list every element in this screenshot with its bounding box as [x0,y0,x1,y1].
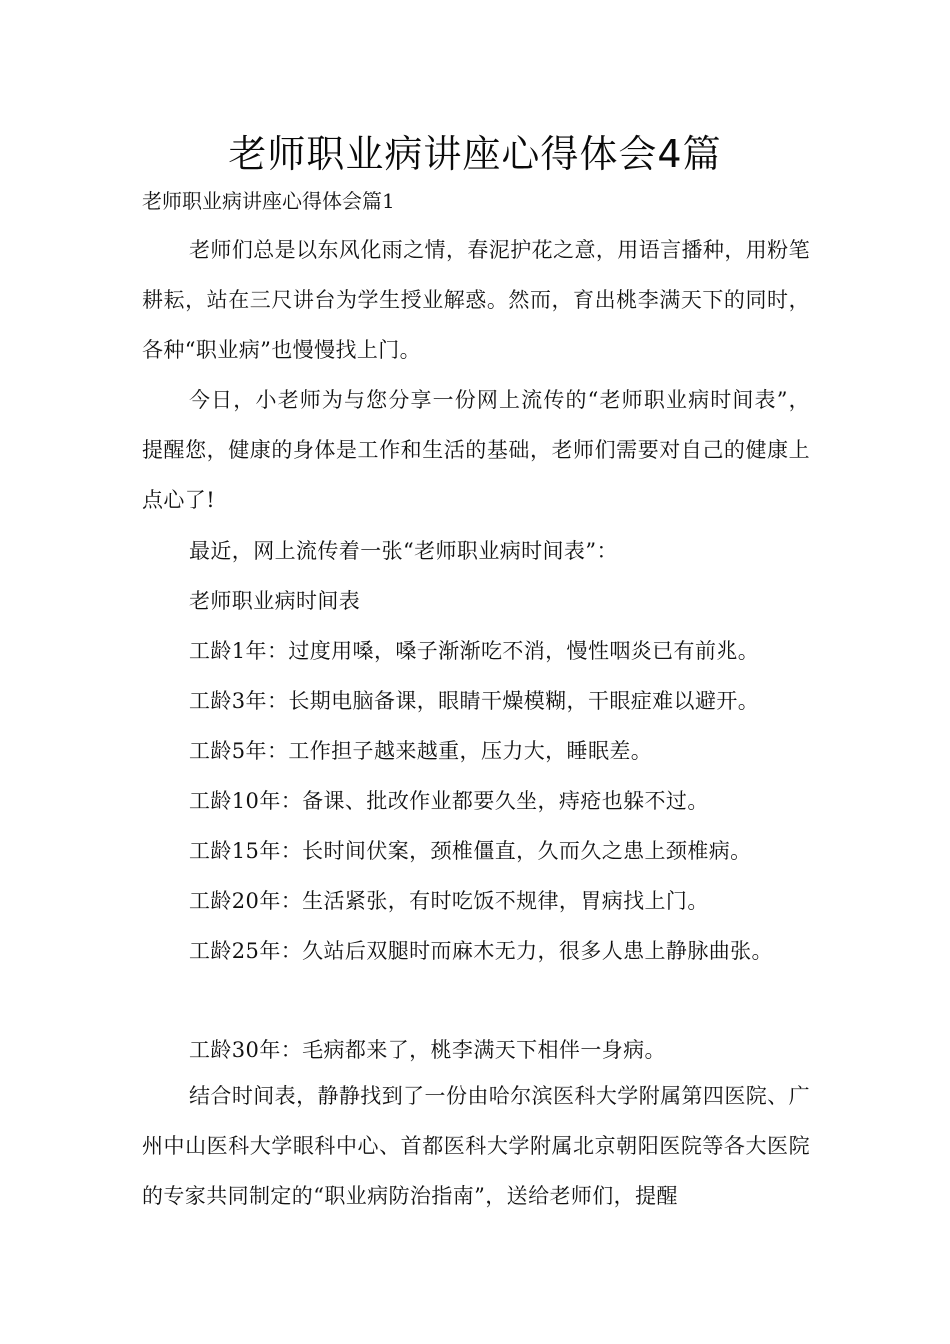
paragraph-share: 今日，小老师为与您分享一份网上流传的“老师职业病时间表”，提醒您，健康的身体是工作和生活的基础，老师们需要对自己的健康上点心了! [142,388,810,512]
paragraph-intro: 老师们总是以东风化雨之情，春泥护花之意，用语言播种，用粉笔耕耘，站在三尺讲台为学生授业解惑。然而，育出桃李满天下的同时，各种“职业病”也慢慢找上门。 [142,238,810,362]
timeline-item: 工龄3年：长期电脑备课，眼睛干燥模糊，干眼症难以避开。 [189,689,760,713]
timeline-item: 工龄20年：生活紧张，有时吃饭不规律，胃病找上门。 [189,889,709,913]
timeline-item: 工龄10年：备课、批改作业都要久坐，痔疮也躲不过。 [189,789,709,813]
document-title: 老师职业病讲座心得体会4篇 [228,132,722,176]
timeline-item: 工龄5年：工作担子越来越重，压力大，睡眠差。 [189,739,653,763]
paragraph-closing: 结合时间表，静静找到了一份由哈尔滨医科大学附属第四医院、广州中山医科大学眼科中心、首都医科大学附属北京朝阳医院等各大医院的专家共同制定的“职业病防治指南”，送给老师们，提醒 [142,1084,810,1208]
table-title: 老师职业病时间表 [189,589,361,613]
intro-line: 最近，网上流传着一张“老师职业病时间表”： [189,539,618,563]
timeline-item: 工龄15年：长时间伏案，颈椎僵直，久而久之患上颈椎病。 [189,839,752,863]
timeline-item-last: 工龄30年：毛病都来了，桃李满天下相伴一身病。 [189,1038,666,1062]
timeline-item: 工龄1年：过度用嗓，嗓子渐渐吃不消，慢性咽炎已有前兆。 [189,639,760,663]
section-heading: 老师职业病讲座心得体会篇1 [142,189,395,213]
timeline-item: 工龄25年：久站后双腿时而麻木无力，很多人患上静脉曲张。 [189,939,773,963]
